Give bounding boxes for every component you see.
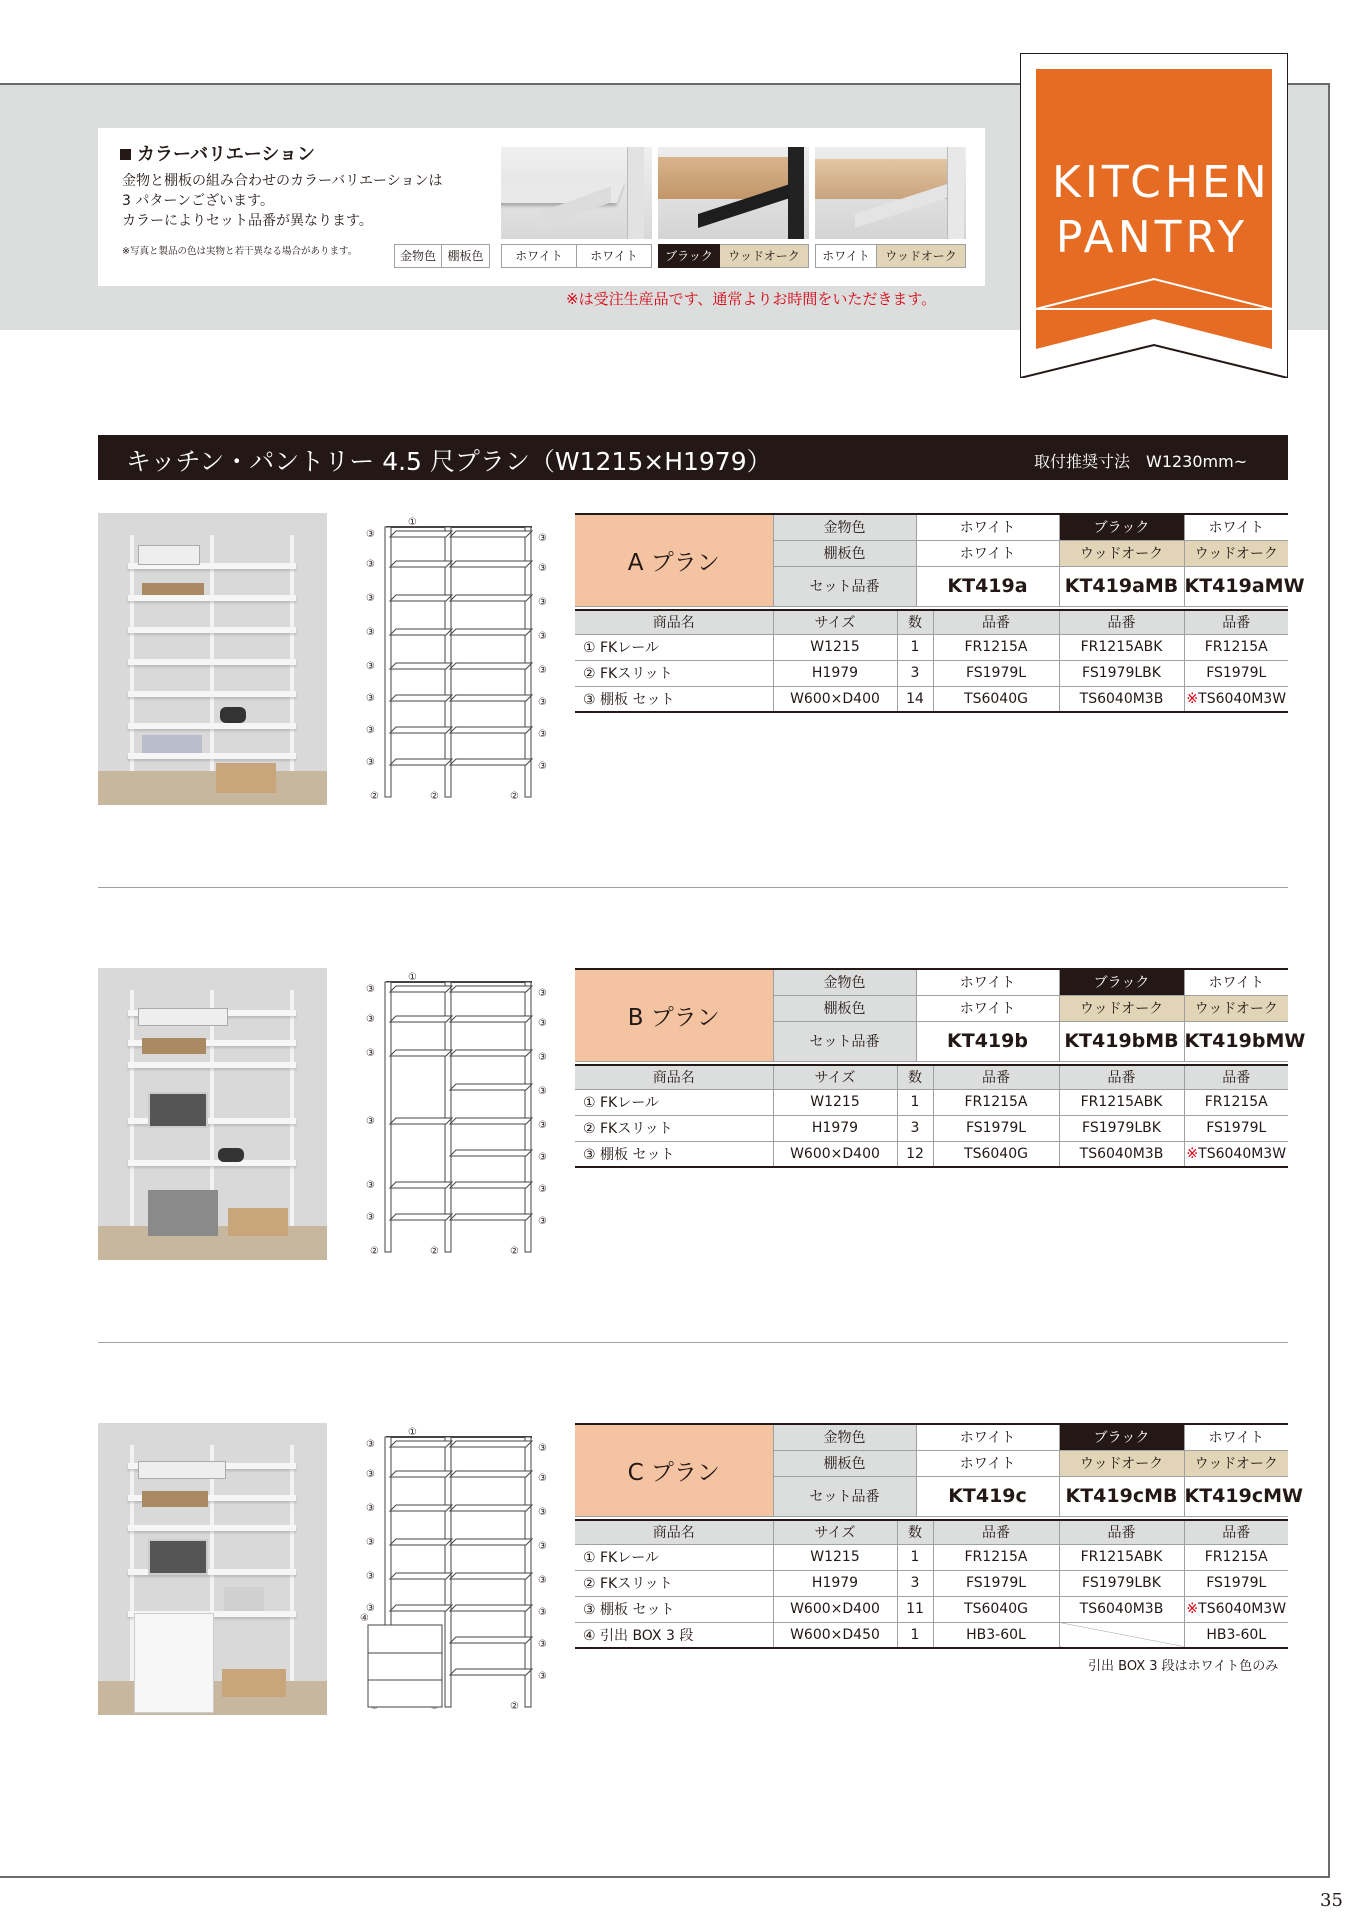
col-product: 商品名 (575, 1065, 773, 1089)
color-variation-note: ※写真と製品の色は実物と若干異なる場合があります。 (122, 246, 358, 257)
shelf-board (390, 1016, 452, 1022)
shelf-board (450, 759, 532, 765)
shelf-board (390, 695, 452, 701)
made-to-order-notice: ※は受注生産品です、通常よりお時間をいただきます。 (566, 290, 937, 308)
shelf-mark: ③ (538, 1152, 547, 1163)
variant-2-metal: ブラック (658, 244, 720, 268)
shelf-mark: ③ (366, 1116, 375, 1127)
label-metal: 金物色 (773, 969, 916, 995)
shelf-mark: ③ (538, 533, 547, 544)
shelf-board (390, 1605, 452, 1611)
shelf-oak: ウッドオーク (1059, 540, 1184, 566)
legend-metal: 金物色 (394, 244, 442, 268)
color-legend (394, 244, 490, 268)
shelf-board (450, 1669, 532, 1675)
shelf-mark: ③ (538, 1018, 547, 1029)
shelf-mark: ③ (366, 661, 375, 672)
col-qty: 数 (897, 1065, 933, 1089)
shelf-board (390, 759, 452, 765)
variant-3-chips (815, 244, 966, 268)
table-row: ② FKスリット H1979 3 FS1979L FS1979LBK FS1979L (575, 1115, 1288, 1141)
shelf-mark: ③ (538, 761, 547, 772)
set-code: KT419cMW (1184, 1476, 1288, 1516)
shelf-board (450, 595, 532, 601)
shelf-board (390, 1471, 452, 1477)
shelf-board (450, 663, 532, 669)
color-variation-desc-3: カラーによりセット品番が異なります。 (122, 213, 373, 229)
metal-white: ホワイト (1184, 514, 1288, 540)
plan-c-photo (98, 1423, 327, 1715)
slit-mark: ② (430, 1246, 439, 1257)
table-row: ② FKスリット H1979 3 FS1979L FS1979LBK FS1979L (575, 660, 1288, 686)
col-part: 品番 (1184, 1065, 1288, 1089)
shelf-board (450, 1150, 532, 1156)
label-shelf: 棚板色 (773, 540, 916, 566)
shelf-board (390, 1214, 452, 1220)
shelf-board (450, 727, 532, 733)
plan-c-name: C プラン (575, 1424, 773, 1516)
box-mark: ④ (360, 1613, 369, 1624)
plan-c-parts-table (575, 1519, 1288, 1649)
shelf-mark: ③ (366, 627, 375, 638)
shelf-board (450, 1637, 532, 1643)
shelf-board (450, 1505, 532, 1511)
rail-mark: ① (408, 517, 417, 528)
shelf-mark: ③ (366, 1014, 375, 1025)
rail-mark: ① (408, 972, 417, 983)
shelf-mark: ③ (538, 1443, 547, 1454)
shelf-mark: ③ (538, 1184, 547, 1195)
shelf-mark: ③ (366, 1439, 375, 1450)
metal-black: ブラック (1059, 514, 1184, 540)
shelf-mark: ③ (366, 1603, 375, 1614)
col-part: 品番 (1184, 1520, 1288, 1544)
rail-mark: ① (408, 1427, 417, 1438)
shelf-mark: ③ (538, 1671, 547, 1682)
col-size: サイズ (773, 610, 897, 634)
plan-b-table (575, 968, 1306, 1062)
shelf-white: ホワイト (916, 1450, 1059, 1476)
shelf-mark: ③ (366, 559, 375, 570)
metal-white: ホワイト (916, 514, 1059, 540)
shelf-oak: ウッドオーク (1059, 1450, 1184, 1476)
shelf-mark: ③ (538, 1473, 547, 1484)
shelf-board (450, 695, 532, 701)
color-variation-desc-1: 金物と棚板の組み合わせのカラーバリエーションは (122, 173, 443, 189)
col-size: サイズ (773, 1065, 897, 1089)
table-row: ③ 棚板 セット W600×D400 14 TS6040G TS6040M3B ※TS6040M3W (575, 686, 1288, 712)
shelf-board (390, 1573, 452, 1579)
plan-c-table (575, 1423, 1303, 1517)
shelf-mark: ③ (366, 1537, 375, 1548)
table-row: ② FKスリット H1979 3 FS1979L FS1979LBK FS1979L (575, 1570, 1288, 1596)
section-title: キッチン・パントリー 4.5 尺プラン（W1215×H1979） (126, 447, 772, 476)
legend-shelf: 棚板色 (442, 244, 490, 268)
shelf-oak: ウッドオーク (1184, 995, 1288, 1021)
install-dimension: 取付推奨寸法 W1230mm~ (1034, 452, 1248, 471)
shelf-mark: ③ (366, 593, 375, 604)
square-bullet-icon (120, 149, 131, 160)
label-shelf: 棚板色 (773, 1450, 916, 1476)
set-code: KT419bMW (1184, 1021, 1288, 1061)
shelf-board (450, 1016, 532, 1022)
shelf-board (450, 1214, 532, 1220)
shelf-mark: ③ (366, 693, 375, 704)
metal-white: ホワイト (1184, 969, 1288, 995)
metal-white: ホワイト (916, 1424, 1059, 1450)
shelf-mark: ③ (538, 1086, 547, 1097)
swatch-photo-black-oak (658, 147, 809, 239)
shelf-board (450, 1539, 532, 1545)
shelf-mark: ③ (538, 1120, 547, 1131)
col-part: 品番 (933, 610, 1059, 634)
col-size: サイズ (773, 1520, 897, 1544)
shelf-mark: ③ (538, 1639, 547, 1650)
swatch-photo-white-white (501, 147, 652, 239)
variant-1-metal: ホワイト (501, 244, 577, 268)
color-variation-title: カラーバリエーション (120, 140, 315, 166)
plan-divider (98, 1342, 1288, 1343)
frame-line-right (1328, 83, 1330, 1878)
plan-a-parts-table (575, 609, 1288, 713)
shelf-mark: ③ (366, 1571, 375, 1582)
shelf-board (450, 629, 532, 635)
variant-1-chips (501, 244, 652, 268)
shelf-board (390, 531, 452, 537)
slit-mark: ② (510, 1246, 519, 1257)
shelf-mark: ③ (538, 1216, 547, 1227)
shelf-board (450, 1084, 532, 1090)
shelf-board (390, 727, 452, 733)
shelf-board (390, 561, 452, 567)
plan-divider (98, 887, 1288, 888)
variant-3-shelf: ウッドオーク (877, 244, 966, 268)
plan-a-diagram (360, 515, 560, 805)
shelf-mark: ③ (538, 1607, 547, 1618)
shelf-board (450, 1573, 532, 1579)
metal-black: ブラック (1059, 1424, 1184, 1450)
shelf-mark: ③ (538, 1541, 547, 1552)
set-code: KT419b (916, 1021, 1059, 1061)
shelf-board (450, 561, 532, 567)
shelf-mark: ③ (538, 665, 547, 676)
variant-2-chips (658, 244, 809, 268)
shelf-mark: ③ (538, 597, 547, 608)
col-part: 品番 (1059, 1065, 1184, 1089)
shelf-board (390, 629, 452, 635)
drawer-box (368, 1625, 442, 1707)
col-product: 商品名 (575, 610, 773, 634)
slit-mark: ② (510, 791, 519, 802)
shelf-board (450, 531, 532, 537)
shelf-board (390, 1539, 452, 1545)
shelf-mark: ③ (366, 1048, 375, 1059)
slit-mark: ② (370, 1246, 379, 1257)
not-applicable-cell (1059, 1622, 1184, 1648)
shelf-mark: ③ (366, 1503, 375, 1514)
shelf-mark: ③ (538, 697, 547, 708)
shelf-mark: ③ (366, 1180, 375, 1191)
swatch-photo-white-oak (815, 147, 966, 239)
shelf-board (390, 1182, 452, 1188)
col-part: 品番 (933, 1065, 1059, 1089)
plan-a-table (575, 513, 1305, 607)
col-part: 品番 (1059, 610, 1184, 634)
col-part: 品番 (1059, 1520, 1184, 1544)
shelf-mark: ③ (538, 1052, 547, 1063)
plan-b-diagram (360, 970, 560, 1260)
slit-mark: ② (510, 1701, 519, 1712)
variant-3-metal: ホワイト (815, 244, 877, 268)
plan-c-diagram (360, 1425, 560, 1715)
shelf-mark: ③ (366, 1469, 375, 1480)
set-code: KT419a (916, 566, 1059, 606)
table-row: ① FKレール W1215 1 FR1215A FR1215ABK FR1215A (575, 1089, 1288, 1115)
page-number: 35 (1320, 1890, 1343, 1911)
set-code: KT419cMB (1059, 1476, 1184, 1516)
label-metal: 金物色 (773, 514, 916, 540)
shelf-oak: ウッドオーク (1059, 995, 1184, 1021)
shelf-mark: ③ (538, 729, 547, 740)
col-qty: 数 (897, 1520, 933, 1544)
label-set-code: セット品番 (773, 1021, 916, 1061)
label-set-code: セット品番 (773, 1476, 916, 1516)
shelf-white: ホワイト (916, 995, 1059, 1021)
table-row: ① FKレール W1215 1 FR1215A FR1215ABK FR1215A (575, 1544, 1288, 1570)
shelf-board (390, 663, 452, 669)
shelf-board (390, 1505, 452, 1511)
banner-ribbon (1036, 69, 1272, 349)
metal-black: ブラック (1059, 969, 1184, 995)
shelf-mark: ③ (366, 725, 375, 736)
shelf-board (390, 986, 452, 992)
shelf-mark: ③ (538, 988, 547, 999)
set-code: KT419aMW (1184, 566, 1288, 606)
shelf-mark: ③ (366, 757, 375, 768)
shelf-board (450, 1605, 532, 1611)
plan-b-name: B プラン (575, 969, 773, 1061)
shelf-board (390, 1441, 452, 1447)
plan-a-name: A プラン (575, 514, 773, 606)
table-row: ③ 棚板 セット W600×D400 11 TS6040G TS6040M3B ※TS6040M3W (575, 1596, 1288, 1622)
col-qty: 数 (897, 610, 933, 634)
variant-2-shelf: ウッドオーク (720, 244, 809, 268)
shelf-board (450, 1050, 532, 1056)
slit-mark: ② (430, 791, 439, 802)
plan-b-parts-table (575, 1064, 1288, 1168)
shelf-mark: ③ (366, 529, 375, 540)
col-part: 品番 (1184, 610, 1288, 634)
set-code: KT419c (916, 1476, 1059, 1516)
shelf-mark: ③ (538, 1575, 547, 1586)
table-row: ③ 棚板 セット W600×D400 12 TS6040G TS6040M3B ※TS6040M3W (575, 1141, 1288, 1167)
shelf-board (450, 1182, 532, 1188)
label-set-code: セット品番 (773, 566, 916, 606)
shelf-board (390, 595, 452, 601)
shelf-mark: ③ (366, 1212, 375, 1223)
label-shelf: 棚板色 (773, 995, 916, 1021)
shelf-board (450, 1441, 532, 1447)
variant-1-shelf: ホワイト (577, 244, 652, 268)
shelf-board (450, 1118, 532, 1124)
shelf-board (450, 986, 532, 992)
shelf-board (390, 1118, 452, 1124)
col-product: 商品名 (575, 1520, 773, 1544)
color-variation-desc-2: 3 パターンございます。 (122, 193, 274, 209)
shelf-board (390, 1050, 452, 1056)
shelf-mark: ③ (538, 563, 547, 574)
label-metal: 金物色 (773, 1424, 916, 1450)
plan-a-photo (98, 513, 327, 805)
shelf-board (450, 1471, 532, 1477)
table-row: ① FKレール W1215 1 FR1215A FR1215ABK FR1215A (575, 634, 1288, 660)
set-code: KT419aMB (1059, 566, 1184, 606)
shelf-mark: ③ (538, 631, 547, 642)
shelf-mark: ③ (538, 1507, 547, 1518)
col-part: 品番 (933, 1520, 1059, 1544)
table-row: ④ 引出 BOX 3 段 W600×D450 1 HB3-60L HB3-60L (575, 1622, 1288, 1648)
shelf-oak: ウッドオーク (1184, 540, 1288, 566)
set-code: KT419bMB (1059, 1021, 1184, 1061)
shelf-mark: ③ (366, 984, 375, 995)
shelf-white: ホワイト (916, 540, 1059, 566)
plan-c-footnote: 引出 BOX 3 段はホワイト色のみ (1088, 1659, 1279, 1674)
shelf-oak: ウッドオーク (1184, 1450, 1288, 1476)
metal-white: ホワイト (1184, 1424, 1288, 1450)
banner-line-2: PANTRY (1055, 212, 1249, 263)
frame-line-bottom (0, 1876, 1330, 1878)
plan-b-photo (98, 968, 327, 1260)
slit-mark: ② (370, 791, 379, 802)
metal-white: ホワイト (916, 969, 1059, 995)
banner-line-1: KITCHEN (1052, 157, 1271, 208)
